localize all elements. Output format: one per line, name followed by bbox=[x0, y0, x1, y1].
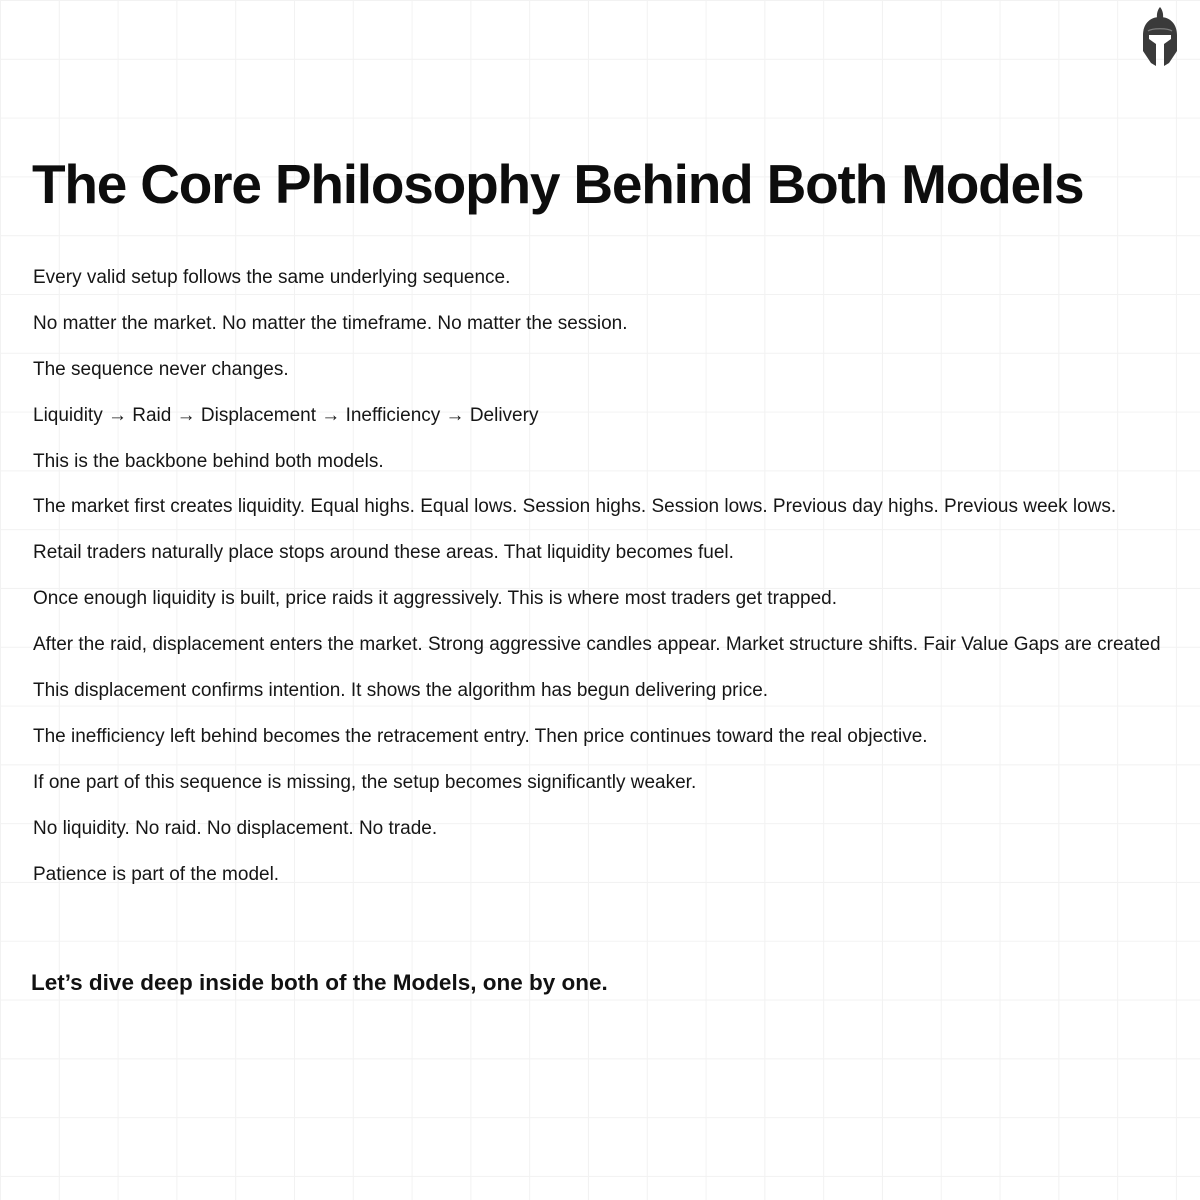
spartan-helmet-icon bbox=[1140, 6, 1180, 68]
paragraph-line: Once enough liquidity is built, price raids it aggressively. This is where most traders get trapped. bbox=[33, 588, 838, 610]
body-text bbox=[33, 264, 1200, 906]
paragraph-line: The sequence never changes. bbox=[33, 358, 289, 380]
paragraph-line: After the raid, displacement enters the market. Strong aggressive candles appear. Market structure shifts. Fair Value Gaps are created bbox=[33, 634, 1161, 656]
paragraph-line: Retail traders naturally place stops around these areas. That liquidity becomes fuel. bbox=[33, 542, 734, 564]
paragraph-line: The inefficiency left behind becomes the retracement entry. Then price continues toward the real objective. bbox=[33, 725, 928, 747]
paragraph-line: No matter the market. No matter the timeframe. No matter the session. bbox=[33, 312, 628, 334]
paragraph-line: Patience is part of the model. bbox=[33, 863, 280, 885]
paragraph-line: This displacement confirms intention. It shows the algorithm has begun delivering price. bbox=[33, 680, 769, 702]
closing-statement: Let’s dive deep inside both of the Models, one by one. bbox=[31, 970, 608, 995]
paragraph-line: If one part of this sequence is missing, the setup becomes significantly weaker. bbox=[33, 771, 697, 793]
paragraph-line: No liquidity. No raid. No displacement. No trade. bbox=[33, 817, 438, 839]
sequence-line: Liquidity → Raid → Displacement → Inefficiency → Delivery bbox=[33, 404, 539, 426]
page-title: The Core Philosophy Behind Both Models bbox=[32, 153, 1084, 215]
paragraph-line: This is the backbone behind both models. bbox=[33, 450, 384, 472]
paragraph-line: Every valid setup follows the same underlying sequence. bbox=[33, 267, 511, 288]
paragraph-line: The market first creates liquidity. Equal highs. Equal lows. Session highs. Session lows. Previous day highs. Previous week lows. bbox=[33, 496, 1117, 518]
